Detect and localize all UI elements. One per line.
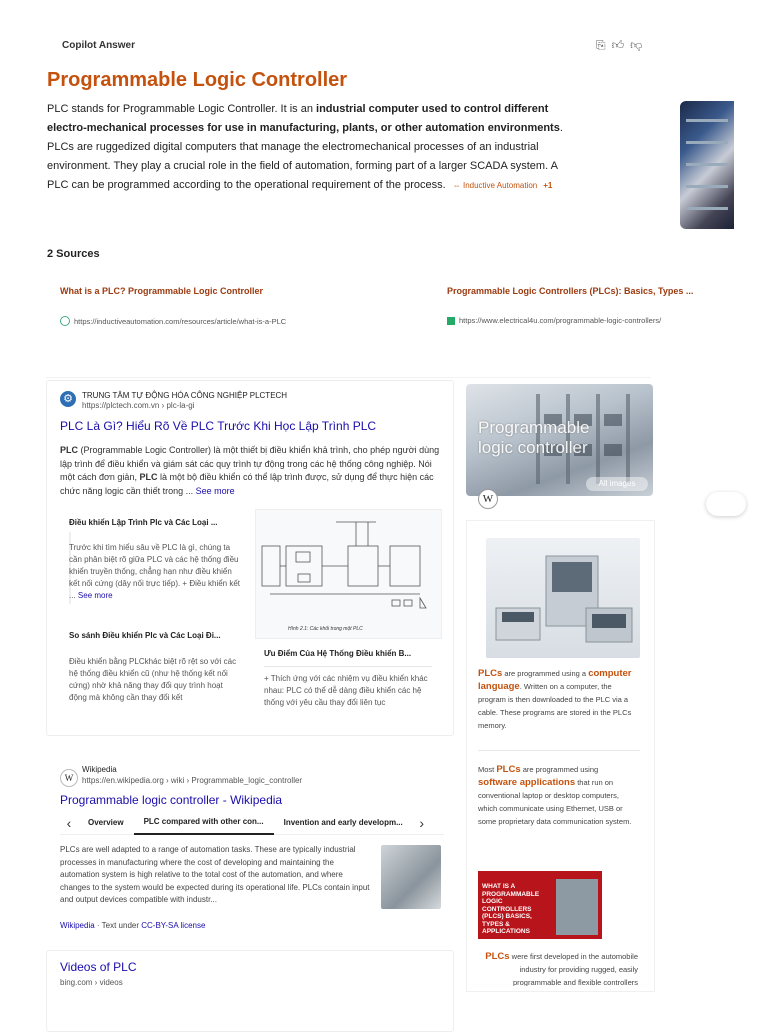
site-icon <box>447 317 455 325</box>
site-name: TRUNG TÂM TỰ ĐỘNG HÓA CÔNG NGHIỆP PLCTECH <box>82 391 288 400</box>
license-link[interactable]: CC-BY-SA license <box>141 921 206 930</box>
citation-more[interactable]: +1 <box>543 181 553 190</box>
subresult-2-text: Điều khiển bằng PLCkhác biệt rõ rệt so với các hệ thống điều khiển cũ (như hệ thống kết nối cứng) nhờ khả năng thay đổi quy trình hoạt động mà không cần thay đổi kết <box>69 657 237 702</box>
side-image[interactable] <box>680 101 734 229</box>
knowledge-para-1: PLCs are programmed using a computer language. Written on a computer, the program is then downloaded to the PLC via a cable. These programs are stored in the PLCs memory. <box>478 668 632 730</box>
videos-url[interactable]: bing.com › videos <box>60 978 123 987</box>
wiki-tabs <box>60 812 444 835</box>
copilot-actions <box>596 38 642 53</box>
thumbs-up-icon[interactable]: 👍︎ <box>611 38 625 52</box>
all-images-button[interactable]: All images <box>586 477 648 491</box>
plc-block-diagram[interactable] <box>255 509 442 639</box>
thumbnail-image <box>556 879 598 935</box>
gear-icon: ⚙ <box>60 391 76 407</box>
chevron-right-icon[interactable]: › <box>419 815 425 831</box>
wiki-footer: Wikipedia · Text under CC-BY-SA license <box>60 921 206 930</box>
plc-device-image[interactable] <box>486 538 640 658</box>
tab-plc-compared[interactable]: PLC compared with other con... <box>134 811 274 835</box>
result-title[interactable]: PLC Là Gì? Hiểu Rõ Về PLC Trước Khi Học Lập Trình PLC <box>60 419 377 433</box>
tab-overview[interactable]: Overview <box>88 818 124 827</box>
wiki-title[interactable]: Programmable logic controller - Wikipedia <box>60 793 283 807</box>
sources-heading: 2 Sources <box>47 248 100 260</box>
site-path: https://plctech.com.vn › plc-la-gi <box>82 401 195 410</box>
wiki-snippet: PLCs are well adapted to a range of automation tasks. These are typically industrial processes in manufacturing where the cost of developing and maintaining the automation system is high relative to the total cost of the automation, and where changes to the system would be expected during its operational life. PLCs contain input and output devices compatible with industr... <box>60 845 370 904</box>
answer-text-2: . PLCs are ruggedized digital computers that manage the electromechanical processes of an industrial environment. They play a crucial role in the field of automation, forming part of a larger SCADA system. A PLC can be programmed according to the operational requirement of the process. <box>47 122 563 191</box>
subresult-3-title[interactable]: Ưu Điểm Của Hệ Thống Điều khiển B... <box>264 649 412 658</box>
subresult-3-text: + Thích ứng với các nhiệm vụ điều khiển khác nhau: PLC có thể dễ dàng điều khiển các hệ thống với yêu cầu thay đổi liên tục <box>264 674 428 707</box>
videos-title[interactable]: Videos of PLC <box>60 960 137 974</box>
wiki-site-name[interactable]: Wikipedia <box>82 765 117 774</box>
citation-link[interactable]: ⇔ Inductive Automation <box>452 181 538 190</box>
link-icon: ⇔ <box>452 181 461 190</box>
see-more-link[interactable]: See more <box>77 591 113 600</box>
site-icon <box>60 316 70 326</box>
scroll-handle[interactable] <box>706 492 746 516</box>
subresult-rule <box>264 666 432 667</box>
source-2-title[interactable]: Programmable Logic Controllers (PLCs): Basics, Types ... <box>447 286 694 296</box>
diagram-caption: Hình 2.1: Các khối trong một PLC <box>288 626 363 632</box>
source-2-url[interactable]: https://www.electrical4u.com/programmable-logic-controllers/ <box>447 316 661 325</box>
knowledge-image-title: Programmable logic controller <box>478 418 590 457</box>
copy-icon[interactable]: ⎘ <box>596 38 606 52</box>
source-1-url[interactable]: https://inductiveautomation.com/resources/article/what-is-a-PLC <box>60 316 286 326</box>
subresult-2-title[interactable]: So sánh Điều khiển Plc và Các Loại Đi... <box>69 631 221 640</box>
answer-body <box>47 100 575 195</box>
diagram-graphic <box>256 510 441 638</box>
divider <box>478 750 640 751</box>
answer-title: Programmable Logic Controller <box>47 69 348 91</box>
see-more-link[interactable]: See more <box>195 485 235 496</box>
subresult-1-text: Trước khi tìm hiểu sâu về PLC là gì, chúng ta cần phân biệt rõ giữa PLC và các hệ thống điều khiển truyền thống, chẳng hạn như điều khiển kết nối cứng (dây nối trực tiếp). + Điều khiển kết ... See more <box>69 543 241 600</box>
divider <box>46 377 651 378</box>
wikipedia-icon[interactable]: W <box>478 489 498 509</box>
wikipedia-icon[interactable]: W <box>60 769 78 787</box>
chevron-left-icon[interactable]: ‹ <box>66 815 72 831</box>
wiki-source-link[interactable]: Wikipedia <box>60 921 95 930</box>
source-1-title[interactable]: What is a PLC? Programmable Logic Controller <box>60 286 264 296</box>
answer-text-1: PLC stands for Programmable Logic Controller. It is an <box>47 103 317 115</box>
knowledge-para-3: PLCs were first developed in the automobile industry for providing rugged, easily programmable and flexible controllers <box>485 951 638 986</box>
answer-text-bold: industrial computer used to control different electro-mechanical processes for use in manufacturing, plants, or other automation environments <box>47 103 560 134</box>
copilot-label: Copilot Answer <box>62 40 135 51</box>
thumbnail-text: WHAT IS A PROGRAMMABLE LOGIC CONTROLLERS (PLCS) BASICS, TYPES & APPLICATIONS <box>482 883 540 935</box>
knowledge-para-2: Most PLCs are programmed using software applications that run on conventional laptop or desktop computers, which communicate using Ethernet, USB or some proprietary data communication system. <box>478 764 632 826</box>
wiki-url[interactable]: https://en.wikipedia.org › wiki › Programmable_logic_controller <box>82 776 303 785</box>
wiki-thumbnail[interactable] <box>381 845 441 909</box>
tab-invention[interactable]: Invention and early developm... <box>283 818 403 827</box>
result-snippet: PLC (Programmable Logic Controller) là một thiết bị điều khiển khả trình, cho phép người dùng lập trình để điều khiển và giám sát các quy trình tự động trong các hệ thống công nghiệp. Nói một cách đơn giản, PLC là một bộ điều khiển có thể lập trình được, sử dụng để thực hiện các chức năng logic cần thiết trong ... See more <box>60 445 440 496</box>
thumbs-down-icon[interactable]: 👎︎ <box>630 38 643 52</box>
article-thumbnail[interactable] <box>478 871 602 939</box>
subresult-1-title[interactable]: Điều khiển Lập Trình Plc và Các Loại ... <box>69 518 218 527</box>
result-site[interactable] <box>60 391 287 410</box>
device-graphic <box>486 538 640 658</box>
